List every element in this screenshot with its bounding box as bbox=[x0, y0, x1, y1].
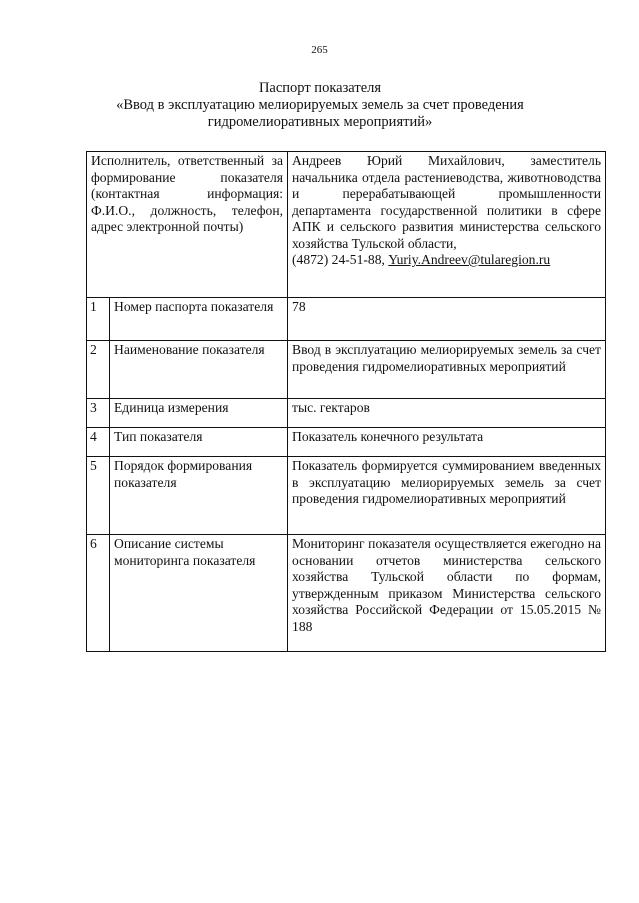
page-number: 265 bbox=[311, 44, 328, 56]
row-value: тыс. гектаров bbox=[288, 399, 606, 428]
row-number: 5 bbox=[87, 457, 110, 535]
row-number: 4 bbox=[87, 428, 110, 457]
passport-table bbox=[86, 151, 606, 652]
table-row bbox=[87, 535, 606, 652]
table-row bbox=[87, 428, 606, 457]
row-value: Показатель формируется суммированием введенных в эксплуатацию мелиорируемых земель за счет проведения гидромелиоративных мероприятий bbox=[288, 457, 606, 535]
row-label: Наименование показателя bbox=[110, 341, 288, 399]
row-number: 1 bbox=[87, 298, 110, 341]
table-row bbox=[87, 341, 606, 399]
title-line-3: гидромелиоративных мероприятий» bbox=[207, 114, 433, 130]
row-label: Описание системы мониторинга показателя bbox=[110, 535, 288, 652]
row-label: Порядок формирования показателя bbox=[110, 457, 288, 535]
contact-label-cell: Исполнитель, ответственный за формирование показателя (контактная информация: Ф.И.О., должность, телефон, адрес электронной почты) bbox=[87, 152, 288, 298]
document-title bbox=[60, 80, 580, 131]
table-row bbox=[87, 457, 606, 535]
row-label: Тип показателя bbox=[110, 428, 288, 457]
table-row-contact bbox=[87, 152, 606, 298]
table-row bbox=[87, 399, 606, 428]
contact-value-cell bbox=[288, 152, 606, 298]
row-label: Номер паспорта показателя bbox=[110, 298, 288, 341]
contact-person-text: Андреев Юрий Михайлович, заместитель начальника отдела растениеводства, животноводства и перерабатывающей промышленности департамента государственной политики в сфере АПК и сельского развития министерства сельского хозяйства Тульской области, bbox=[292, 153, 602, 251]
row-number: 3 bbox=[87, 399, 110, 428]
row-value: 78 bbox=[288, 298, 606, 341]
row-number: 2 bbox=[87, 341, 110, 399]
row-value: Ввод в эксплуатацию мелиорируемых земель за счет проведения гидромелиоративных мероприятий bbox=[288, 341, 606, 399]
row-value: Показатель конечного результата bbox=[288, 428, 606, 457]
row-label: Единица измерения bbox=[110, 399, 288, 428]
title-line-2: «Ввод в эксплуатацию мелиорируемых земель за счет проведения bbox=[116, 97, 524, 113]
table-row bbox=[87, 298, 606, 341]
contact-phone: (4872) 24-51-88, bbox=[292, 252, 385, 267]
row-number: 6 bbox=[87, 535, 110, 652]
contact-email-link[interactable]: Yuriy.Andreev@tularegion.ru bbox=[388, 252, 551, 267]
row-value: Мониторинг показателя осуществляется ежегодно на основании отчетов министерства сельского хозяйства Тульской области по формам, утвержденным приказом Министерства сельского хозяйства Российской Федерации от 15.05.2015 № 188 bbox=[288, 535, 606, 652]
title-line-1: Паспорт показателя bbox=[258, 80, 382, 96]
